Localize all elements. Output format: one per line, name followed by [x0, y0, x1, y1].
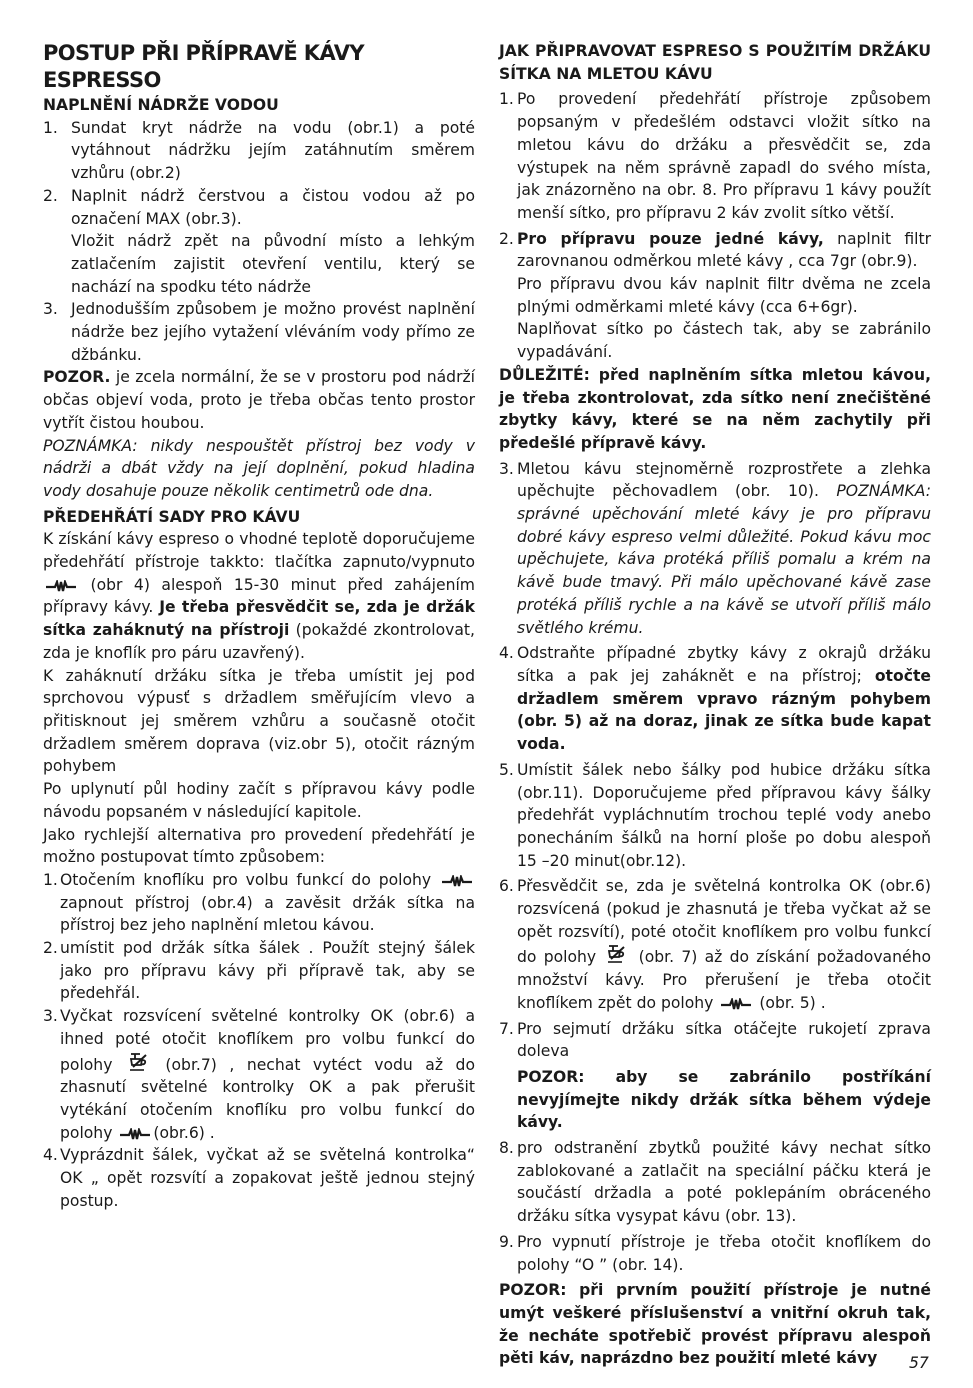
- section-heading-fill-tank: NAPLNĚNÍ NÁDRŽE VODOU: [43, 96, 279, 114]
- list-item: [43, 1005, 475, 1144]
- list-text: Umístit šálek nebo šálky pod hubice držáku sítka (obr.11). Doporučujeme před přípravou kávy šálky předehřát vypláchnutím trochou teplé vody anebo ponecháním šálků na horní ploše po dobu alespoň 15 –20 minut(obr.12).: [517, 760, 931, 870]
- list-text: Po provedení předehřátí přístroje způsobem popsaným v předešlém odstavci vložit sítko na mletou kávu do držáku a přesvědčit se, zda výstupek na něm správně zapadl do svého místa, jak znázorněno na obr. 8. Pro přípravu 1 kávy použít menší sítko, pro přípravu 2 káv zvolit sítko větší.: [517, 90, 931, 222]
- right-column: [499, 40, 931, 1370]
- list-item: [499, 875, 931, 1014]
- espresso-dispense-icon: [128, 1051, 150, 1073]
- list-item: [43, 117, 475, 185]
- heating-wave-icon: [721, 998, 751, 1011]
- list-text: Vyčkat rozsvícení světelné kontrolky OK (obr.6) a ihned poté otočit knoflíkem pro volbu funkcí do polohy (obr.7) , nechat vytéct vodu až do zhasnutí světelné kontrolky OK a pak přerušit vytékání otočením knoflíku pro volbu funkcí do polohy (obr.6) .: [60, 1007, 475, 1142]
- list-item: [499, 1231, 931, 1276]
- list-item: [499, 458, 931, 640]
- list-number: 1.: [43, 118, 58, 137]
- portafilter-paragraph: K zaháknutí držáku sítka je třeba umístit jej pod sprchovou výpusť s držadlem směřujícím vlevo a přitisknout jej směrem vzhůru a současně otočit držadlem směrem doprava (viz.obr 5), otočit rázným pohybem: [43, 666, 475, 776]
- list-number: 1.: [499, 90, 514, 109]
- list-item: [43, 298, 475, 366]
- list-number: 4.: [499, 644, 514, 663]
- list-text: Mletou kávu stejnoměrně rozprostřete a zlehka upěchujte pěchovadlem (obr. 10). POZNÁMKA: správné upěchování mleté kávy je pro přípravu dobré kávy espreso velmi důležité. Pokud kávu moc upěchujete, káva protéká příliš pomalu a krém na kávě bude tmavý. Při málo upěchované kávě zase protéká příliš rychle a na kávě se utvoří příliš málo světlého krému.: [517, 459, 931, 637]
- list-text: Přesvědčit se, zda je světelná kontrolka OK (obr.6) rozsvícená (pokud je zhasnutá je třeba vyčkat až se opět rozsvítí), poté otočit knoflíkem pro volbu funkcí do polohy (obr. 7) až do získání požadovaného množství kávy. Pro přerušení je třeba otočit knoflíkem zpět do polohy (obr. 5) .: [517, 877, 932, 1012]
- list-item: [499, 88, 931, 224]
- list-item: [499, 759, 931, 873]
- espresso-dispense-icon: [606, 943, 628, 965]
- list-text: Otočením knoflíku pro volbu funkcí do polohy zapnout přístroj (obr.4) a zavěsit držák sítka na přístroj bez jeho naplnění mletou kávou.: [60, 870, 475, 935]
- list-item: [43, 185, 475, 299]
- list-text: Jednodušším způsobem je možno provést naplnění nádrže bez jejího vytažení vléváním vody přímo ze džbánku.: [71, 300, 475, 364]
- list-text: Pro přípravu dvou káv naplnit filtr dvěma ne zcela plnými odměrkami mleté kávy (cca 6+6gr).: [517, 275, 931, 316]
- heating-wave-icon: [46, 580, 76, 593]
- final-warning: POZOR: při prvním použití přístroje je nutné umýt veškeré příslušenství a vnitřní okruh tak, že necháte spotřebič provést přípravu alespoň pěti káv, naprázdno bez použití mleté kávy: [499, 1281, 931, 1368]
- section-heading-espresso: JAK PŘIPRAVOVAT ESPRESO S POUŽITÍM DRŽÁKU SÍTKA NA MLETOU KÁVU: [499, 42, 931, 83]
- list-text: Pro vypnutí přístroje je třeba otočit knoflíkem do polohy “O ” (obr. 14).: [517, 1232, 931, 1274]
- list-number: 2.: [43, 186, 58, 205]
- warning-label: POZOR.: [43, 368, 111, 387]
- list-item: [499, 642, 931, 756]
- alternative-paragraph: Jako rychlejší alternativa pro provedení předehřátí je možno postupovat tímto způsobem:: [43, 825, 475, 867]
- page-number: 57: [909, 1354, 929, 1372]
- list-text: umístit pod držák sítka šálek . Použít stejný šálek jako pro přípravu kávy při přípravě tak, aby se předehřál.: [60, 939, 475, 1003]
- list-number: 7.: [499, 1019, 514, 1038]
- list-number: 3.: [43, 1007, 58, 1026]
- list-text: Odstraňte případné zbytky kávy z okrajů držáku sítka a pak jej zaháknět e na přístroj; otočte držadlem směrem vpravo rázným pohybem (obr. 5) až na doraz, jinak ze sítka bude kapat voda.: [517, 644, 931, 754]
- list-item: [499, 1018, 931, 1135]
- list-number: 6.: [499, 877, 514, 896]
- warning-text: POZOR: aby se zabránilo postříkání nevyjímejte nikdy držák sítka během výdeje kávy.: [517, 1067, 931, 1132]
- preheat-paragraph: K získání kávy espreso o vhodné teplotě doporučujeme předehřátí přístroje takkto: tlačítka zapnuto/vypnuto (obr 4) alespoň 15-30 minut před zahájením přípravy kávy. Je třeba přesvědčit se, zda je držák sítka zaháknutý na přístroji (pokaždé zkontrolovat, zda je knoflík pro páru uzavřený).: [43, 530, 476, 662]
- list-text: Naplňovat sítko po částech tak, aby se zabránilo vypadávání.: [517, 320, 931, 362]
- wait-paragraph: Po uplynutí půl hodiny začít s přípravou kávy podle návodu popsaném v následující kapitole.: [43, 780, 475, 821]
- list-number: 2.: [499, 229, 514, 248]
- list-number: 8.: [499, 1139, 514, 1158]
- list-text: Vložit nádrž zpět na původní místo a lehkým zatlačením zajistit otevření ventilu, který se nachází na spodku této nádrže: [71, 232, 475, 296]
- section-heading-preheat: PŘEDEHŘÁTÍ SADY PRO KÁVU: [43, 507, 301, 526]
- list-text: Pro přípravu pouze jedné kávy, naplnit filtr zarovnanou odměrkou mleté kávy , cca 7gr (obr.9).: [517, 229, 931, 271]
- list-number: 3.: [499, 459, 514, 478]
- list-number: 4.: [43, 1146, 58, 1165]
- note-paragraph: POZNÁMKA: nikdy nespouštět přístroj bez vody v nádrži a dbát vždy na její doplnění, pokud hladina vody dosahuje pouze několik centimetrů ode dna.: [43, 436, 475, 500]
- important-paragraph: DŮLEŽITÉ: před naplněním sítka mletou kávou, je třeba zkontrolovat, zda sítko není znečištěné zbytky kávy, které se na něm zachytily při předešlé přípravě kávy.: [499, 365, 931, 452]
- list-text: Sundat kryt nádrže na vodu (obr.1) a poté vytáhnout nádržku jejím zatáhnutím směrem vzhůru (obr.2): [71, 118, 475, 183]
- list-text: Vyprázdnit šálek, vyčkat až se světelná kontrolka“ OK „ opět rozsvítí a zopakovat ještě jednou stejný postup.: [60, 1146, 475, 1210]
- list-text: Naplnit nádrž čerstvou a čistou vodou až po označení MAX (obr.3).: [71, 186, 475, 228]
- warning-paragraph: [43, 366, 475, 434]
- page-title: POSTUP PŘI PŘÍPRAVĚ KÁVY ESPRESSO: [43, 41, 364, 92]
- list-text: pro odstranění zbytků použité kávy nechat sítko zablokované a zatlačit na speciální páčku která je součástí držadla a poté poklepáním obráceného držáku sítka vysypat kávu (obr. 13).: [517, 1139, 931, 1226]
- list-item: [43, 869, 475, 937]
- list-item: [499, 228, 931, 364]
- list-number: 5.: [499, 760, 514, 779]
- list-item: [499, 1137, 931, 1228]
- list-number: 9.: [499, 1232, 514, 1251]
- list-number: 1.: [43, 870, 58, 889]
- heating-wave-icon: [120, 1128, 150, 1141]
- list-item: [43, 937, 475, 1005]
- list-number: 2.: [43, 939, 58, 958]
- left-column: [43, 40, 475, 1212]
- heating-wave-icon: [442, 875, 472, 888]
- warning-text: je zcela normální, že se v prostoru pod nádrží občas objeví voda, proto je třeba občas tento prostor vytřít čistou houbou.: [43, 368, 475, 432]
- list-text: Pro sejmutí držáku sítka otáčejte rukojetí zprava doleva: [517, 1019, 931, 1061]
- list-number: 3.: [43, 300, 58, 319]
- list-item: [43, 1144, 475, 1212]
